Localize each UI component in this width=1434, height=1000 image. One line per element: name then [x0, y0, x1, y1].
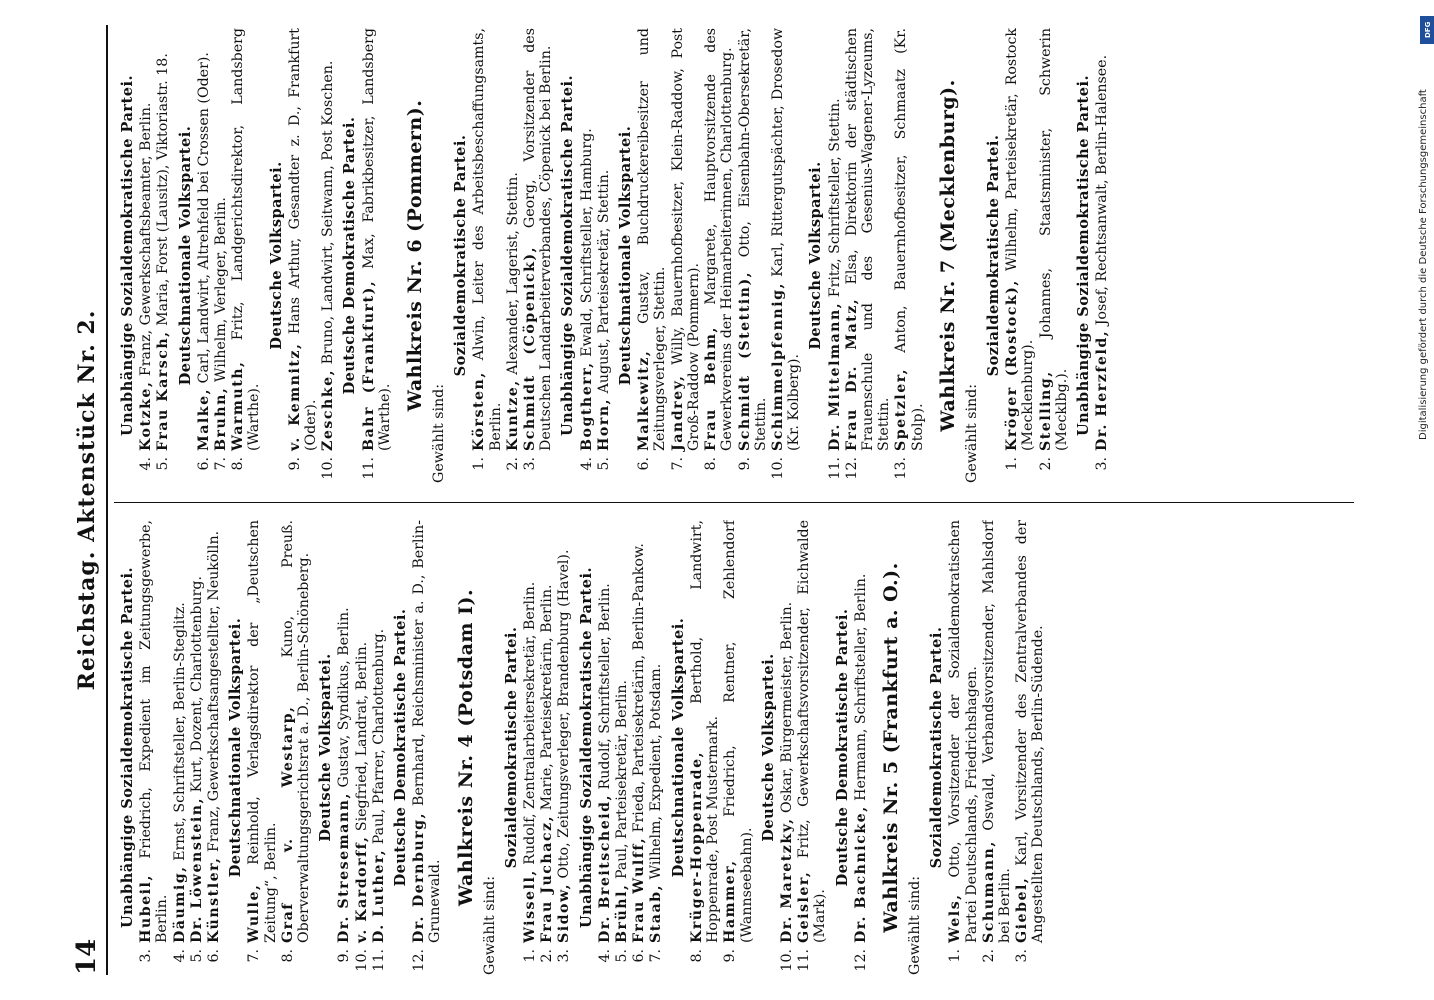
- entry-number: 10.: [778, 949, 795, 972]
- entry-text: [796, 520, 828, 943]
- entry-text: [505, 28, 521, 451]
- entry-text: [556, 520, 572, 943]
- party-heading: Sozialdemokratische Partei.: [502, 626, 520, 869]
- candidate-name: Bahr (Frankfurt),: [360, 279, 377, 451]
- candidate-name: Dr. Dernburg,: [411, 811, 428, 943]
- candidate-details: Oswald, Verbandsvorsitzender, Mahlsdorf bei Berlin.: [980, 520, 1013, 943]
- candidate-name: Stelling,: [1037, 370, 1054, 451]
- right-column: [114, 28, 1354, 483]
- party-heading: Deutsche Volkspartei.: [759, 653, 777, 842]
- entry-number: 8.: [230, 457, 247, 471]
- candidate-entry: [336, 520, 352, 975]
- gewaehlt-label: Gewählt sind:: [906, 875, 923, 975]
- entry-number: 4.: [171, 949, 188, 963]
- candidate-entry: [246, 520, 278, 975]
- entry-number: 4.: [596, 949, 613, 963]
- entry-number: 3.: [138, 949, 155, 963]
- candidate-details: Gustav, Syndikus, Berlin.: [336, 607, 353, 793]
- entry-number: 9.: [736, 457, 753, 471]
- entry-number: 12.: [852, 949, 869, 972]
- candidate-details: Margarete, Hauptvorsitzende des Gewerkvereins der Heimarbeiterinnen, Charlottenburg.: [703, 28, 736, 451]
- entry-number: 3.: [1014, 949, 1031, 963]
- candidate-details: Maria, Forst (Lausitz), Viktoriastr. 18.: [155, 53, 172, 331]
- entry-number: 11.: [360, 457, 377, 480]
- candidate-entry: [189, 520, 205, 975]
- candidate-name: Brühl,: [614, 883, 631, 943]
- district-heading: Wahlkreis Nr. 5 (Frankfurt a. O.).: [879, 562, 902, 933]
- candidate-details: Alexander, Lagerist, Stettin.: [504, 172, 521, 380]
- party-heading: Deutsche Volkspartei.: [267, 161, 285, 350]
- entry-number: 12.: [411, 949, 428, 972]
- entry-text: [539, 520, 555, 943]
- candidate-entry: [138, 520, 170, 975]
- party-heading: Deutsche Volkspartei.: [317, 653, 335, 842]
- entry-number: 3.: [556, 949, 573, 963]
- candidate-entry: [230, 28, 262, 483]
- entry-number: 8.: [703, 457, 720, 471]
- entry-text: [670, 28, 702, 451]
- entry-number: 9.: [336, 949, 353, 963]
- entry-text: [779, 520, 795, 943]
- candidate-entry: [770, 28, 802, 483]
- candidate-name: Dr. Löwenstein,: [188, 796, 205, 943]
- candidate-details: Rudolf, Zentralarbeitersekretär, Berlin.: [522, 581, 539, 870]
- candidate-name: Schmidt (Stettin),: [736, 270, 753, 451]
- candidate-entry: [703, 28, 735, 483]
- candidate-entry: [1004, 28, 1036, 483]
- candidate-name: v. Kemnitz,: [286, 342, 303, 451]
- entry-text: [411, 520, 443, 943]
- candidate-name: Hammer,: [722, 859, 739, 943]
- candidate-entry: [354, 520, 370, 975]
- candidate-entry: [287, 28, 319, 483]
- candidate-name: Krüger-Hoppenrade,: [688, 750, 705, 943]
- entry-text: [1094, 28, 1110, 451]
- entry-text: [614, 520, 630, 943]
- entry-number: 10.: [769, 457, 786, 480]
- page-header: [70, 25, 108, 975]
- candidate-name: Dr. Stresemann,: [336, 792, 353, 943]
- candidate-name: Malke,: [195, 387, 212, 451]
- entry-text: [844, 28, 893, 451]
- candidate-details: Marie, Parteisekretärin, Berlin.: [539, 584, 556, 815]
- entry-number: 11.: [370, 949, 387, 972]
- party-heading: Deutschnationale Volkspartei.: [176, 125, 194, 386]
- candidate-entry: [981, 520, 1013, 975]
- candidate-name: Schimmelpfennig,: [769, 282, 786, 451]
- entry-text: [213, 28, 229, 451]
- candidate-entry: [172, 520, 188, 975]
- candidate-details: Bruno, Landwirt, Seitwann, Post Koschen.: [320, 60, 337, 369]
- candidate-details: Otto, Eisenbahn-Obersekretär, Stettin.: [736, 28, 769, 451]
- entry-number: 3.: [1094, 457, 1111, 471]
- entry-text: [138, 520, 170, 943]
- candidate-details: Wilhelm, Expedient, Potsdam.: [648, 663, 665, 884]
- candidate-entry: [1094, 28, 1110, 483]
- entry-number: 2.: [539, 949, 556, 963]
- candidate-details: Elsa, Direktorin der städtischen Frauenschule und des Gesenius-Wagener-Lyzeums, Stettin.: [843, 28, 893, 451]
- candidate-details: Friedrich, Rentner, Zehlendorf (Wannseebahn).: [722, 520, 755, 943]
- party-heading: Unabhängige Sozialdemokratische Partei.: [119, 566, 136, 929]
- candidate-name: Spetzler,: [893, 367, 910, 451]
- entry-text: [206, 520, 222, 943]
- entry-number: 12.: [843, 457, 860, 480]
- candidate-entry: [213, 28, 229, 483]
- candidate-name: Hubeil,: [138, 874, 155, 943]
- candidate-details: Otto, Zeitungsverleger, Brandenburg (Havel).: [556, 549, 573, 883]
- entry-number: 2.: [504, 457, 521, 471]
- candidate-name: Sidow,: [556, 882, 573, 943]
- candidate-details: Franz, Gewerkschaftsangestellter, Neukölln.: [206, 530, 223, 857]
- candidate-details: August, Parteisekretär, Stettin.: [595, 169, 612, 398]
- candidate-details: Max, Fabrikbesitzer, Landsberg (Warthe).: [360, 28, 393, 451]
- entry-number: 13.: [893, 457, 910, 480]
- entry-text: [280, 520, 312, 943]
- entry-text: [138, 28, 154, 451]
- entry-text: [230, 28, 262, 451]
- party-heading: Deutschnationale Volkspartei.: [227, 617, 245, 878]
- candidate-entry: [722, 520, 754, 975]
- rotated-page: [70, 25, 1360, 975]
- candidate-entry: [411, 520, 443, 975]
- columns: [114, 25, 1354, 975]
- candidate-details: Otto, Vorsitzender der Sozialdemokratischen Partei Deutschlands, Friedrichshagen.: [947, 520, 980, 943]
- entry-text: [722, 520, 754, 943]
- entry-text: [947, 520, 979, 943]
- candidate-name: Kotzke,: [138, 380, 155, 451]
- party-heading: Deutsche Demokratische Partei.: [341, 116, 359, 395]
- entry-text: [172, 520, 188, 943]
- gewaehlt-label: Gewählt sind:: [963, 383, 980, 483]
- candidate-details: Bernhard, Reichsminister a. D., Berlin-Grunewald.: [411, 520, 444, 943]
- candidate-entry: [737, 28, 769, 483]
- entry-number: 9.: [286, 457, 303, 471]
- gewaehlt-label: Gewählt sind:: [481, 875, 498, 975]
- candidate-entry: [320, 28, 336, 483]
- entry-number: 7.: [648, 949, 665, 963]
- candidate-entry: [138, 28, 154, 483]
- candidate-details: Kurt, Dozent, Charlottenburg.: [188, 576, 205, 797]
- entry-number: 5.: [188, 949, 205, 963]
- entry-text: [893, 28, 925, 451]
- funding-notice: Digitalisierung gefördert durch die Deutsche Forschungsgemeinschaft: [1418, 89, 1429, 440]
- candidate-name: Wels,: [947, 893, 964, 943]
- entry-text: [981, 520, 1013, 943]
- entry-text: [1038, 28, 1070, 451]
- party-heading: Deutsche Volkspartei.: [807, 161, 825, 350]
- candidate-details: Friedrich, Expedient im Zeitungsgewerbe, Berlin.: [138, 520, 171, 943]
- entry-number: 6.: [195, 457, 212, 471]
- candidate-entry: [361, 28, 393, 483]
- entry-text: [648, 520, 664, 943]
- entry-number: 1.: [522, 949, 539, 963]
- candidate-entry: [670, 28, 702, 483]
- candidate-entry: [206, 520, 222, 975]
- candidate-details: Berthold, Landwirt, Hoppenrade, Post Mustermark.: [688, 520, 722, 943]
- entry-number: 9.: [722, 949, 739, 963]
- entry-text: [596, 28, 612, 451]
- entry-text: [361, 28, 393, 451]
- candidate-entry: [893, 28, 925, 483]
- candidate-entry: [648, 520, 664, 975]
- dfg-stamp: [1418, 10, 1434, 440]
- entry-number: 5.: [595, 457, 612, 471]
- candidate-name: Warmuth,: [230, 360, 247, 451]
- candidate-details: Rudolf, Schriftsteller, Berlin.: [596, 583, 613, 794]
- candidate-name: Dr. Maretzky,: [778, 817, 795, 943]
- candidate-entry: [689, 520, 721, 975]
- party-heading: Unabhängige Sozialdemokratische Partei.: [1074, 74, 1092, 437]
- entry-text: [196, 28, 212, 451]
- entry-number: 10.: [353, 949, 370, 972]
- candidate-name: Horn,: [595, 397, 612, 451]
- candidate-details: Wilhelm, Parteisekretär, Rostock (Mecklenburg).: [1004, 28, 1037, 451]
- entry-text: [1004, 28, 1036, 451]
- entry-number: 5.: [614, 949, 631, 963]
- entry-text: [703, 28, 735, 451]
- entry-text: [636, 28, 668, 451]
- candidate-details: Siegfried, Landrat, Berlin.: [353, 641, 370, 836]
- candidate-entry: [280, 520, 312, 975]
- entry-text: [155, 28, 171, 451]
- entry-number: 11.: [796, 949, 813, 972]
- candidate-name: Künstler,: [206, 856, 223, 943]
- candidate-entry: [631, 520, 647, 975]
- entry-text: [853, 520, 869, 943]
- entry-number: 7.: [669, 457, 686, 471]
- entry-number: 4.: [138, 457, 155, 471]
- entry-number: 1.: [1004, 457, 1021, 471]
- candidate-details: Anton, Bauernhofbesitzer, Schmaatz (Kr. Stolp).: [893, 28, 926, 451]
- candidate-details: Reinhold, Verlagsdirektor der „Deutschen Zeitung“, Berlin.: [246, 520, 279, 943]
- candidate-name: Staab,: [648, 883, 665, 943]
- entry-number: 6.: [206, 949, 223, 963]
- entry-text: [522, 520, 538, 943]
- entry-number: 4.: [578, 457, 595, 471]
- candidate-details: Josef, Rechtsanwalt, Berlin-Halensee.: [1094, 54, 1111, 330]
- entry-text: [246, 520, 278, 943]
- candidate-entry: [596, 28, 612, 483]
- entry-number: 8.: [688, 949, 705, 963]
- entry-number: 7.: [246, 949, 263, 963]
- candidate-details: Willy, Bauernhofbesitzer, Klein-Raddow, Post Groß-Raddow (Pommern).: [669, 28, 702, 451]
- column-divider: [114, 502, 1354, 503]
- candidate-details: Johannes, Staatsminister, Schwerin (Mecklbg.).: [1037, 28, 1070, 451]
- candidate-entry: [522, 520, 538, 975]
- candidate-entry: [947, 520, 979, 975]
- candidate-name: Kuntze,: [504, 379, 521, 451]
- candidate-name: Körsten,: [471, 371, 488, 451]
- candidate-entry: [505, 28, 521, 483]
- district-heading: Wahlkreis Nr. 6 (Pommern).: [404, 99, 427, 412]
- entry-number: 8.: [279, 949, 296, 963]
- candidate-entry: [844, 28, 893, 483]
- entry-number: 3.: [522, 457, 539, 471]
- candidate-name: Dr. Bachnicke,: [852, 805, 869, 943]
- candidate-entry: [579, 28, 595, 483]
- entry-text: [579, 28, 595, 451]
- page-number: 14: [72, 938, 102, 975]
- candidate-name: Graf v. Westarp,: [279, 705, 296, 943]
- candidate-name: Frau Wulff,: [631, 836, 648, 943]
- party-heading: Sozialdemokratische Partei.: [452, 134, 470, 377]
- party-heading: Deutschnationale Volkspartei.: [669, 617, 687, 878]
- candidate-details: Georg, Vorsitzender des Deutschen Landarbeiterverbandes, Cöpenick bei Berlin.: [522, 28, 555, 451]
- entry-text: [737, 28, 769, 451]
- district-heading: Wahlkreis Nr. 7 (Mecklenburg).: [936, 79, 959, 432]
- candidate-details: Alwin, Leiter des Arbeitsbeschaffungsamts, Berlin.: [471, 28, 504, 451]
- entry-text: [689, 520, 721, 943]
- party-heading: Deutsche Demokratische Partei.: [833, 608, 851, 887]
- entry-number: 2.: [1037, 457, 1054, 471]
- entry-text: [320, 28, 336, 451]
- district-heading: Wahlkreis Nr. 4 (Potsdam I).: [454, 588, 477, 907]
- candidate-entry: [371, 520, 387, 975]
- candidate-entry: [597, 520, 613, 975]
- candidate-name: Frau Dr. Matz,: [843, 297, 860, 451]
- entry-text: [597, 520, 613, 943]
- candidate-details: Hans Arthur, Gesandter z. D., Frankfurt (Oder).: [286, 28, 320, 451]
- entry-number: 7.: [213, 457, 230, 471]
- candidate-name: Dr. Mittelmann,: [826, 301, 843, 451]
- entry-text: [336, 520, 352, 943]
- entry-text: [287, 28, 319, 451]
- entry-number: 1.: [947, 949, 964, 963]
- candidate-name: Wissell,: [522, 869, 539, 943]
- entry-text: [522, 28, 554, 451]
- candidate-name: Malkewitz,: [636, 349, 653, 451]
- page-title: Reichstag. Aktenstück Nr. 2.: [74, 309, 100, 691]
- candidate-details: Fritz, Landgerichtsdirektor, Landsberg (Warthe).: [230, 28, 263, 451]
- candidate-details: Karl, Vorsitzender des Zentralverbandes der Angestellten Deutschlands, Berlin-Südende.: [1014, 520, 1047, 943]
- candidate-details: Kuno, Preuß. Oberverwaltungsgerichtsrat a. D., Berlin-Schöneberg.: [279, 520, 313, 943]
- candidate-details: Paul, Parteisekretär, Berlin.: [614, 680, 631, 884]
- party-heading: Unabhängige Sozialdemokratische Partei.: [577, 566, 595, 929]
- left-column: [114, 520, 1354, 975]
- candidate-name: Kröger (Rostock),: [1004, 279, 1021, 451]
- party-heading: Sozialdemokratische Partei.: [984, 134, 1002, 377]
- candidate-name: Geisler,: [796, 870, 813, 943]
- candidate-name: Bruhn,: [213, 386, 230, 451]
- candidate-details: Frieda, Parteisekretärin, Berlin-Pankow.: [631, 543, 648, 837]
- candidate-details: Wilhelm, Verleger, Berlin.: [213, 197, 230, 387]
- candidate-details: Oskar, Bürgermeister, Berlin.: [778, 601, 795, 818]
- party-heading: Sozialdemokratische Partei.: [928, 626, 946, 869]
- candidate-name: Jandrey,: [669, 374, 686, 451]
- party-heading: Deutschnationale Volkspartei.: [617, 125, 635, 386]
- entry-text: [1014, 520, 1046, 943]
- party-heading: Deutsche Demokratische Partei.: [392, 608, 410, 887]
- candidate-details: Hermann, Schriftsteller, Berlin.: [852, 573, 869, 806]
- candidate-entry: [556, 520, 572, 975]
- entry-text: [631, 520, 647, 943]
- candidate-details: Ewald, Schriftsteller, Hamburg.: [578, 128, 595, 362]
- candidate-details: Carl, Landwirt, Altrehfeld bei Crossen (Oder).: [195, 52, 212, 388]
- candidate-name: Däumig,: [171, 865, 188, 943]
- candidate-name: Schumann,: [980, 840, 997, 943]
- entry-text: [770, 28, 802, 451]
- candidate-name: Frau Juchacz,: [539, 814, 556, 943]
- entry-number: 5.: [155, 457, 172, 471]
- dfg-logo: DFG: [1420, 16, 1434, 44]
- candidate-entry: [196, 28, 212, 483]
- candidate-entry: [522, 28, 554, 483]
- candidate-details: Fritz, Gewerkschaftsvorsitzender, Eichwalde (Mark).: [796, 520, 829, 943]
- entry-text: [827, 28, 843, 451]
- party-heading: Unabhängige Sozialdemokratische Partei.: [559, 74, 577, 437]
- gewaehlt-label: Gewählt sind:: [431, 383, 448, 483]
- entry-number: 6.: [631, 949, 648, 963]
- entry-number: 11.: [826, 457, 843, 480]
- candidate-name: Giebel,: [1014, 876, 1031, 943]
- candidate-entry: [155, 28, 171, 483]
- candidate-entry: [827, 28, 843, 483]
- entry-text: [471, 28, 503, 451]
- candidate-details: Fritz, Schriftsteller, Stettin.: [826, 98, 843, 302]
- candidate-details: Ernst, Schriftsteller, Berlin-Steglitz.: [171, 602, 188, 866]
- candidate-name: Dr. Herzfeld,: [1094, 329, 1111, 451]
- candidate-name: Wulle,: [246, 883, 263, 943]
- candidate-name: Zeschke,: [320, 368, 337, 451]
- entry-text: [354, 520, 370, 943]
- candidate-name: Frau Karsch,: [155, 330, 172, 451]
- entry-number: 1.: [471, 457, 488, 471]
- candidate-entry: [614, 520, 630, 975]
- candidate-entry: [471, 28, 503, 483]
- entry-number: 2.: [980, 949, 997, 963]
- candidate-entry: [1014, 520, 1046, 975]
- entry-text: [189, 520, 205, 943]
- candidate-name: Frau Behm,: [703, 326, 720, 451]
- candidate-entry: [539, 520, 555, 975]
- party-heading: Unabhängige Sozialdemokratische Partei.: [119, 74, 136, 437]
- entry-number: 10.: [320, 457, 337, 480]
- candidate-entry: [1038, 28, 1070, 483]
- candidate-entry: [853, 520, 869, 975]
- candidate-details: Karl, Rittergutspächter, Drosedow (Kr. Kolberg).: [769, 28, 803, 451]
- candidate-details: Gustav, Buchdruckereibesitzer und Zeitungsverleger, Stettin.: [636, 28, 669, 451]
- candidate-name: Schmidt (Cöpenick),: [522, 245, 539, 451]
- candidate-name: v. Kardorff,: [353, 835, 370, 943]
- candidate-name: D. Luther,: [370, 848, 387, 943]
- candidate-entry: [796, 520, 828, 975]
- candidate-name: Dr. Breitscheid,: [596, 793, 613, 943]
- candidate-entry: [636, 28, 668, 483]
- candidate-details: Paul, Pfarrer, Charlottenburg.: [370, 628, 387, 849]
- candidate-entry: [779, 520, 795, 975]
- entry-number: 6.: [636, 457, 653, 471]
- entry-text: [371, 520, 387, 943]
- candidate-name: Bogtherr,: [578, 361, 595, 451]
- candidate-details: Franz, Gewerkschaftsbeamter, Berlin.: [138, 102, 155, 381]
